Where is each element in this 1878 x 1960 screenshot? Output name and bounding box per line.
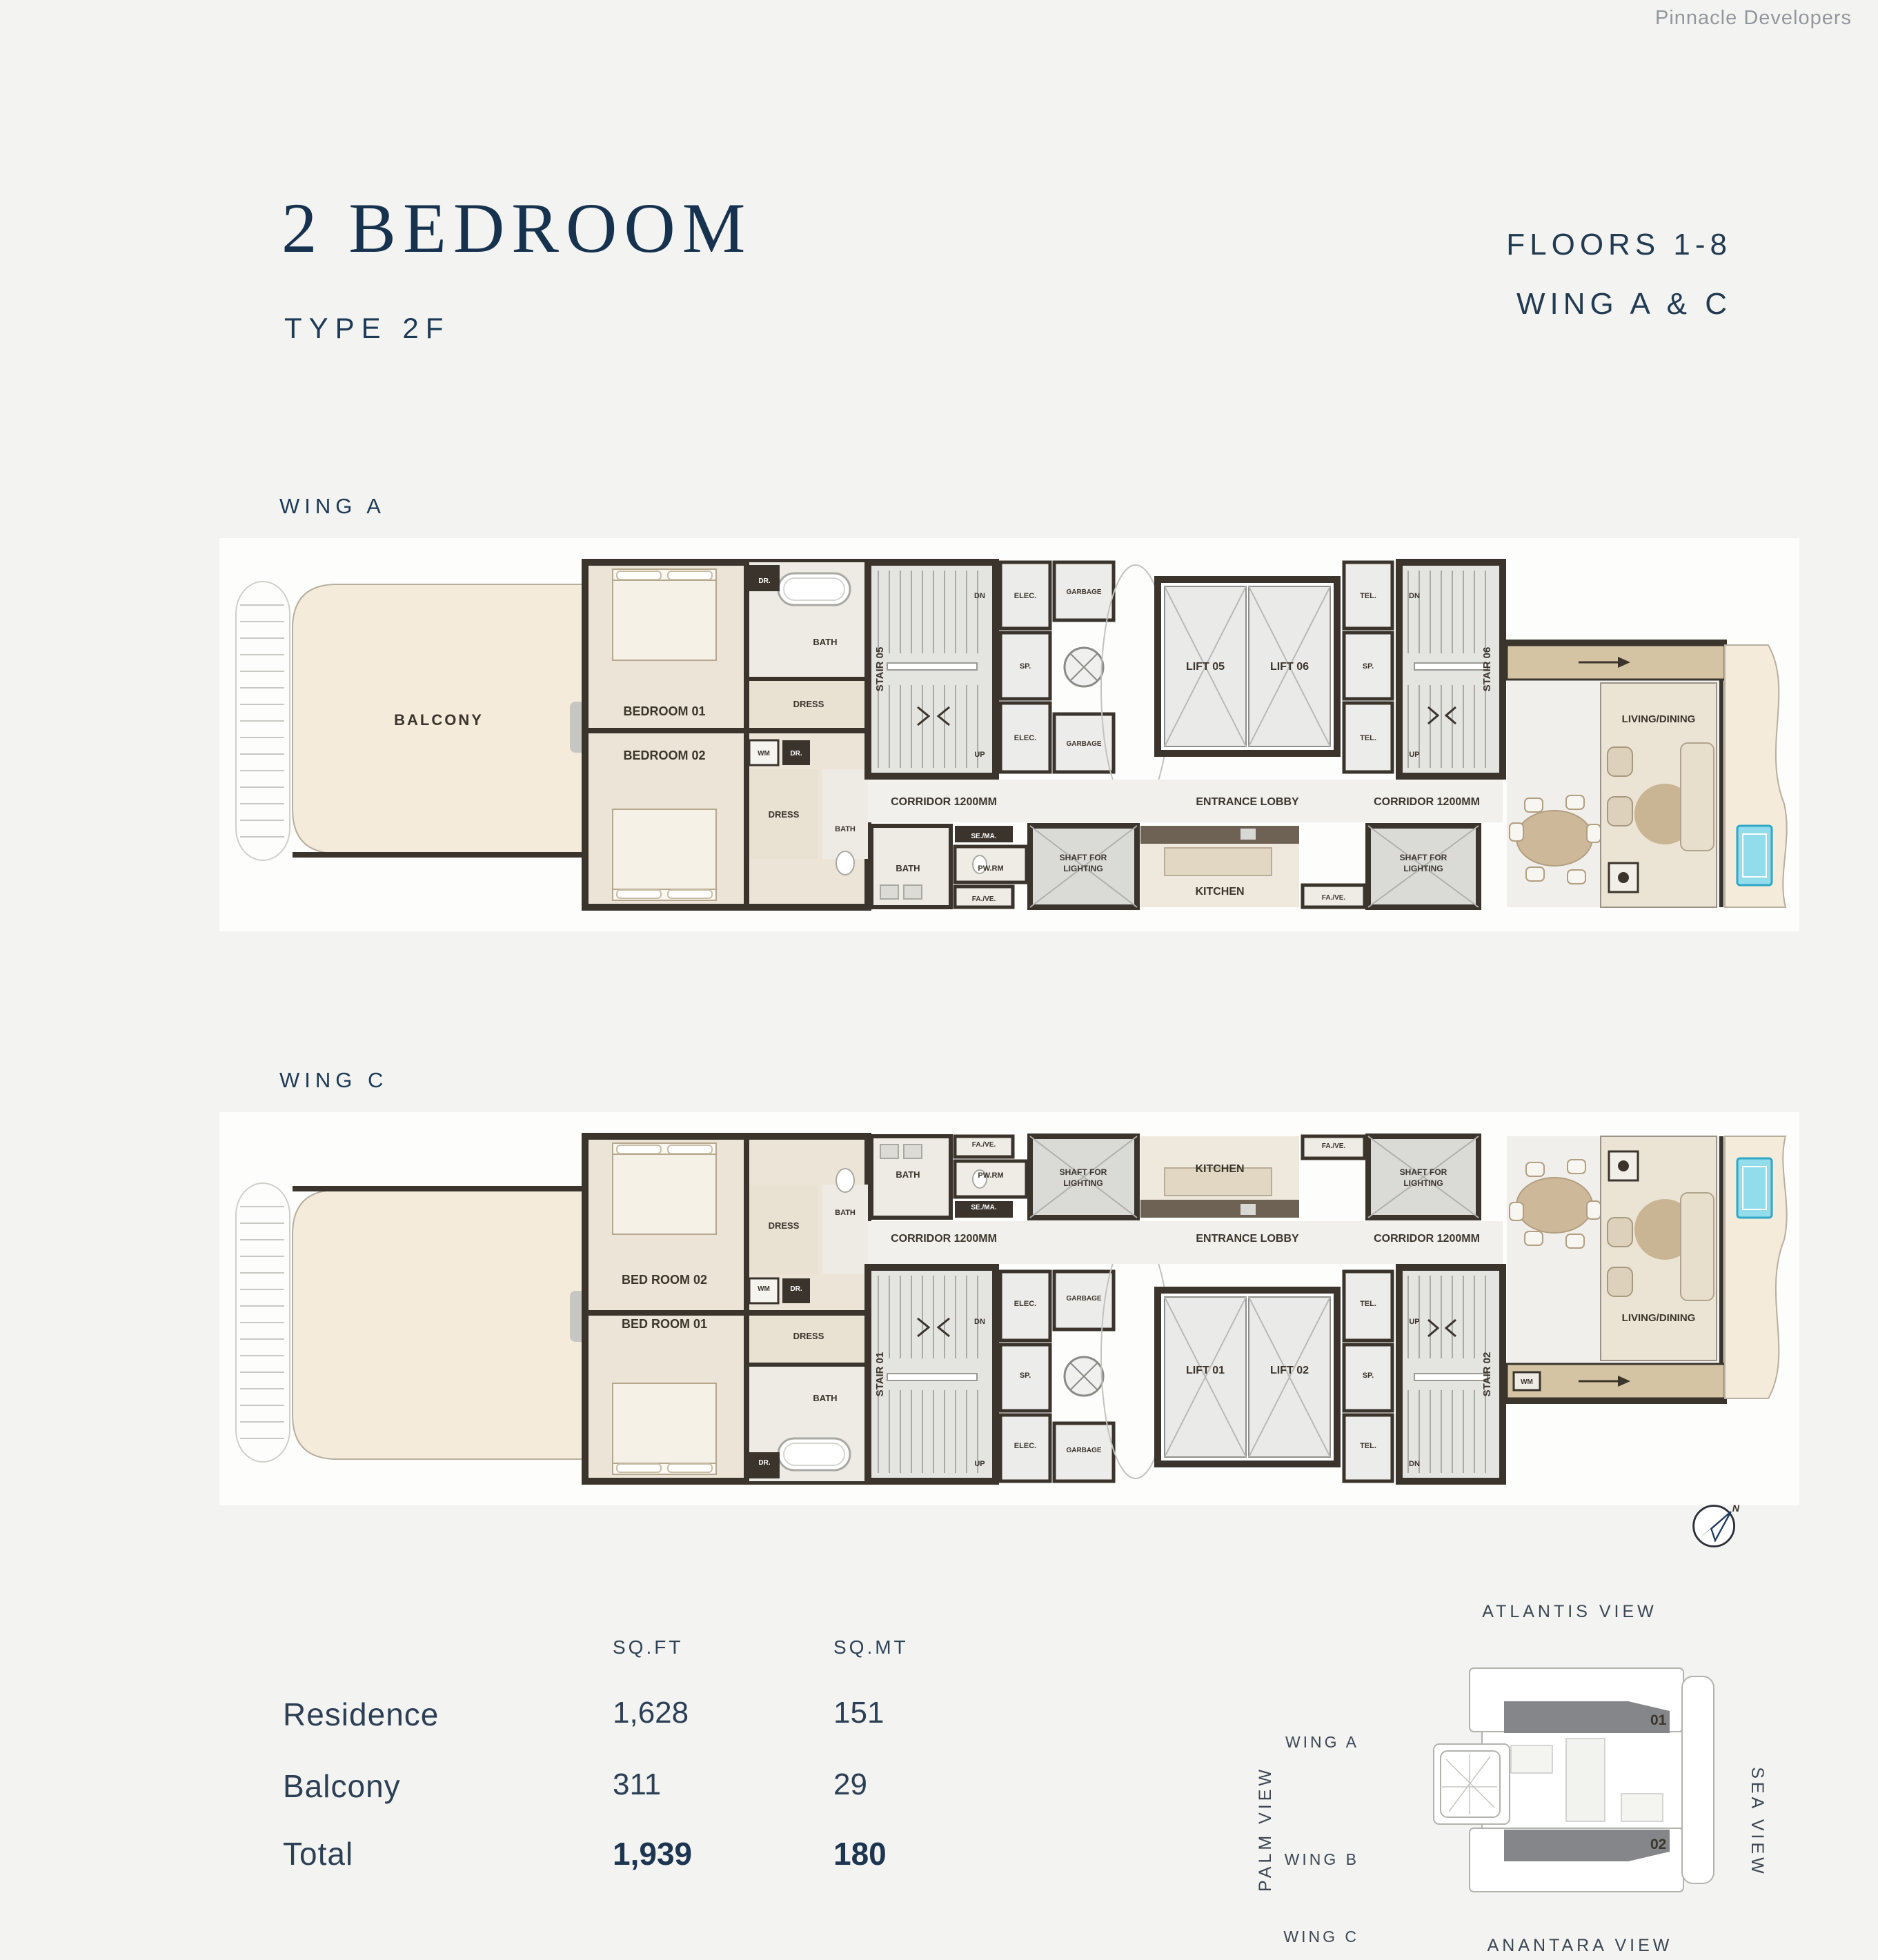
room-label-stair-06: STAIR 06 <box>1481 646 1493 692</box>
table-header-sqft: SQ.FT <box>613 1636 684 1658</box>
wing-a-plan-shapes <box>236 562 1787 907</box>
room-label-bedroom-02: BEDROOM 02 <box>623 749 706 762</box>
room-label-lift-02: LIFT 02 <box>1269 1365 1309 1376</box>
room-label-bath: BATH <box>896 863 920 873</box>
room-label-dr: DR. <box>790 750 802 758</box>
room-label-stair-05: STAIR 05 <box>874 646 886 692</box>
wing-c-plan <box>219 1112 1799 1505</box>
room-label-garbage: GARBAGE <box>1066 588 1102 596</box>
stair-dn: DN <box>974 592 985 600</box>
compass-north-label: N <box>1732 1503 1739 1515</box>
room-label-se-ma: SE./MA. <box>971 1204 997 1211</box>
corridor-label-right: CORRIDOR 1200MM <box>1374 796 1480 808</box>
corridor-label-right: CORRIDOR 1200MM <box>1374 1233 1480 1245</box>
compass-icon <box>1689 1500 1741 1552</box>
room-label-bath: BATH <box>813 1393 838 1403</box>
room-label-bath: BATH <box>896 1169 920 1180</box>
room-label-lift-01: LIFT 01 <box>1185 1365 1225 1376</box>
room-label-garbage: GARBAGE <box>1066 1447 1102 1454</box>
room-label-bath: BATH <box>835 825 856 833</box>
stair-dn: DN <box>974 1318 985 1326</box>
shaft-label-line2: LIGHTING <box>1063 1178 1103 1188</box>
stair-dn: DN <box>1409 592 1420 600</box>
room-label-lift-05: LIFT 05 <box>1185 661 1225 673</box>
shaft-label-line1: SHAFT FOR <box>1059 853 1107 862</box>
shaft-label-line2: LIGHTING <box>1403 864 1443 873</box>
room-label-fa-ve: FA./VE. <box>1321 1142 1346 1150</box>
room-label-wm: WM <box>758 1285 770 1293</box>
floors-wings-info <box>1506 215 1732 334</box>
wing-a-section-label: WING A <box>279 494 386 518</box>
room-label-sp: SP. <box>1362 1372 1374 1380</box>
floors-range: FLOORS 1-8 <box>1506 228 1732 261</box>
total-sqmt: 180 <box>833 1836 887 1872</box>
key-wing-b-label: WING B <box>1284 1850 1359 1868</box>
room-label-bath: BATH <box>813 637 838 647</box>
room-label-dress: DRESS <box>793 699 824 709</box>
unit-type: TYPE 2F <box>284 312 451 344</box>
room-label-tel: TEL. <box>1360 734 1376 742</box>
stair-dn: DN <box>1409 1460 1420 1468</box>
room-label-wm: WM <box>1521 1378 1533 1386</box>
room-label-fa-ve: FA./VE. <box>971 895 996 903</box>
room-label-dr: DR. <box>758 1459 771 1467</box>
room-label-stair-02: STAIR 02 <box>1481 1352 1493 1397</box>
room-label-sp: SP. <box>1019 1372 1031 1380</box>
total-sqft: 1,939 <box>613 1836 693 1872</box>
room-label-living-dining: LIVING/DINING <box>1621 713 1696 725</box>
corridor-label-left: CORRIDOR 1200MM <box>891 796 997 808</box>
room-label-tel: TEL. <box>1360 1442 1376 1450</box>
wing-a-floorplan <box>226 542 1792 928</box>
room-label-se-ma: SE./MA. <box>971 833 997 840</box>
room-label-kitchen: KITCHEN <box>1195 886 1245 898</box>
room-label-fa-ve: FA./VE. <box>971 1141 996 1149</box>
shaft-label-line1: SHAFT FOR <box>1059 1167 1107 1177</box>
residence-sqmt: 151 <box>833 1696 884 1730</box>
room-label-elec: ELEC. <box>1014 1300 1037 1308</box>
corridor-label-left: CORRIDOR 1200MM <box>891 1233 997 1245</box>
wing-a-plan <box>219 538 1799 931</box>
room-label-wm: WM <box>758 750 770 758</box>
shaft-label-line1: SHAFT FOR <box>1399 1167 1447 1177</box>
room-label-bed-room-01: BED ROOM 01 <box>621 1317 708 1331</box>
building-key-map <box>1242 1483 1835 1960</box>
room-label-elec: ELEC. <box>1014 592 1037 600</box>
highlight-unit-01 <box>1504 1701 1670 1733</box>
room-label-living-dining: LIVING/DINING <box>1621 1312 1696 1324</box>
room-label-bedroom-01: BEDROOM 01 <box>623 704 706 718</box>
shaft-label-line2: LIGHTING <box>1403 1178 1443 1188</box>
room-label-sp: SP. <box>1362 662 1374 671</box>
room-label-elec: ELEC. <box>1014 1442 1037 1450</box>
balcony-sqmt: 29 <box>833 1768 867 1801</box>
sea-view-label: SEA VIEW <box>1748 1767 1767 1877</box>
wing-c-floorplan <box>226 1116 1792 1502</box>
shaft-label-line2: LIGHTING <box>1063 864 1103 873</box>
room-label-dr: DR. <box>758 577 771 585</box>
page-title: 2 BEDROOM <box>281 189 753 268</box>
atlantis-view-label: ATLANTIS VIEW <box>1482 1602 1657 1621</box>
wing-c-plan-shapes <box>236 1136 1787 1481</box>
stair-up: UP <box>1409 751 1420 759</box>
entrance-lobby-label: ENTRANCE LOBBY <box>1196 796 1299 808</box>
unit-01-label: 01 <box>1650 1712 1667 1728</box>
room-label-garbage: GARBAGE <box>1066 740 1102 748</box>
room-label-dress: DRESS <box>768 809 800 820</box>
room-label-tel: TEL. <box>1360 1300 1376 1308</box>
room-label-tel: TEL. <box>1360 592 1376 600</box>
residence-sqft: 1,628 <box>613 1696 689 1730</box>
room-label-kitchen: KITCHEN <box>1195 1163 1245 1175</box>
stair-up: UP <box>974 1460 985 1468</box>
shaft-label-line1: SHAFT FOR <box>1399 853 1447 862</box>
room-label-dress: DRESS <box>793 1331 824 1341</box>
stair-up: UP <box>974 751 985 759</box>
room-label-pw-rm: PW.RM <box>978 864 1004 873</box>
palm-view-label: PALM VIEW <box>1256 1765 1275 1892</box>
room-label-sp: SP. <box>1019 662 1031 671</box>
room-label-bed-room-02: BED ROOM 02 <box>621 1273 708 1287</box>
room-label-elec: ELEC. <box>1014 734 1037 742</box>
room-label-pw-rm: PW.RM <box>978 1171 1004 1180</box>
room-label-dr: DR. <box>790 1285 802 1293</box>
wings-range: WING A & C <box>1516 287 1732 321</box>
key-wing-a-label: WING A <box>1285 1733 1359 1751</box>
room-label-lift-06: LIFT 06 <box>1269 661 1309 673</box>
room-label-stair-01: STAIR 01 <box>874 1352 886 1397</box>
stair-up: UP <box>1409 1318 1420 1326</box>
highlight-unit-02 <box>1504 1830 1670 1861</box>
entrance-lobby-label: ENTRANCE LOBBY <box>1196 1233 1299 1245</box>
building-footprint <box>1421 1635 1766 1932</box>
row-label-total: Total <box>283 1836 354 1872</box>
room-label-bath: BATH <box>835 1209 856 1217</box>
room-label-balcony: BALCONY <box>394 711 484 729</box>
key-wing-c-label: WING C <box>1283 1928 1359 1946</box>
anantara-view-label: ANANTARA VIEW <box>1487 1936 1673 1955</box>
room-label-fa-ve: FA./VE. <box>1321 894 1346 902</box>
unit-02-label: 02 <box>1650 1837 1667 1852</box>
balcony-sqft: 311 <box>613 1768 662 1801</box>
table-header-sqmt: SQ.MT <box>833 1636 909 1658</box>
developer-brand: Pinnacle Developers <box>1655 7 1852 29</box>
room-label-dress: DRESS <box>768 1220 800 1231</box>
row-label-balcony: Balcony <box>283 1768 401 1804</box>
wing-c-section-label: WING C <box>279 1068 388 1092</box>
room-label-garbage: GARBAGE <box>1066 1295 1102 1303</box>
row-label-residence: Residence <box>283 1696 439 1732</box>
